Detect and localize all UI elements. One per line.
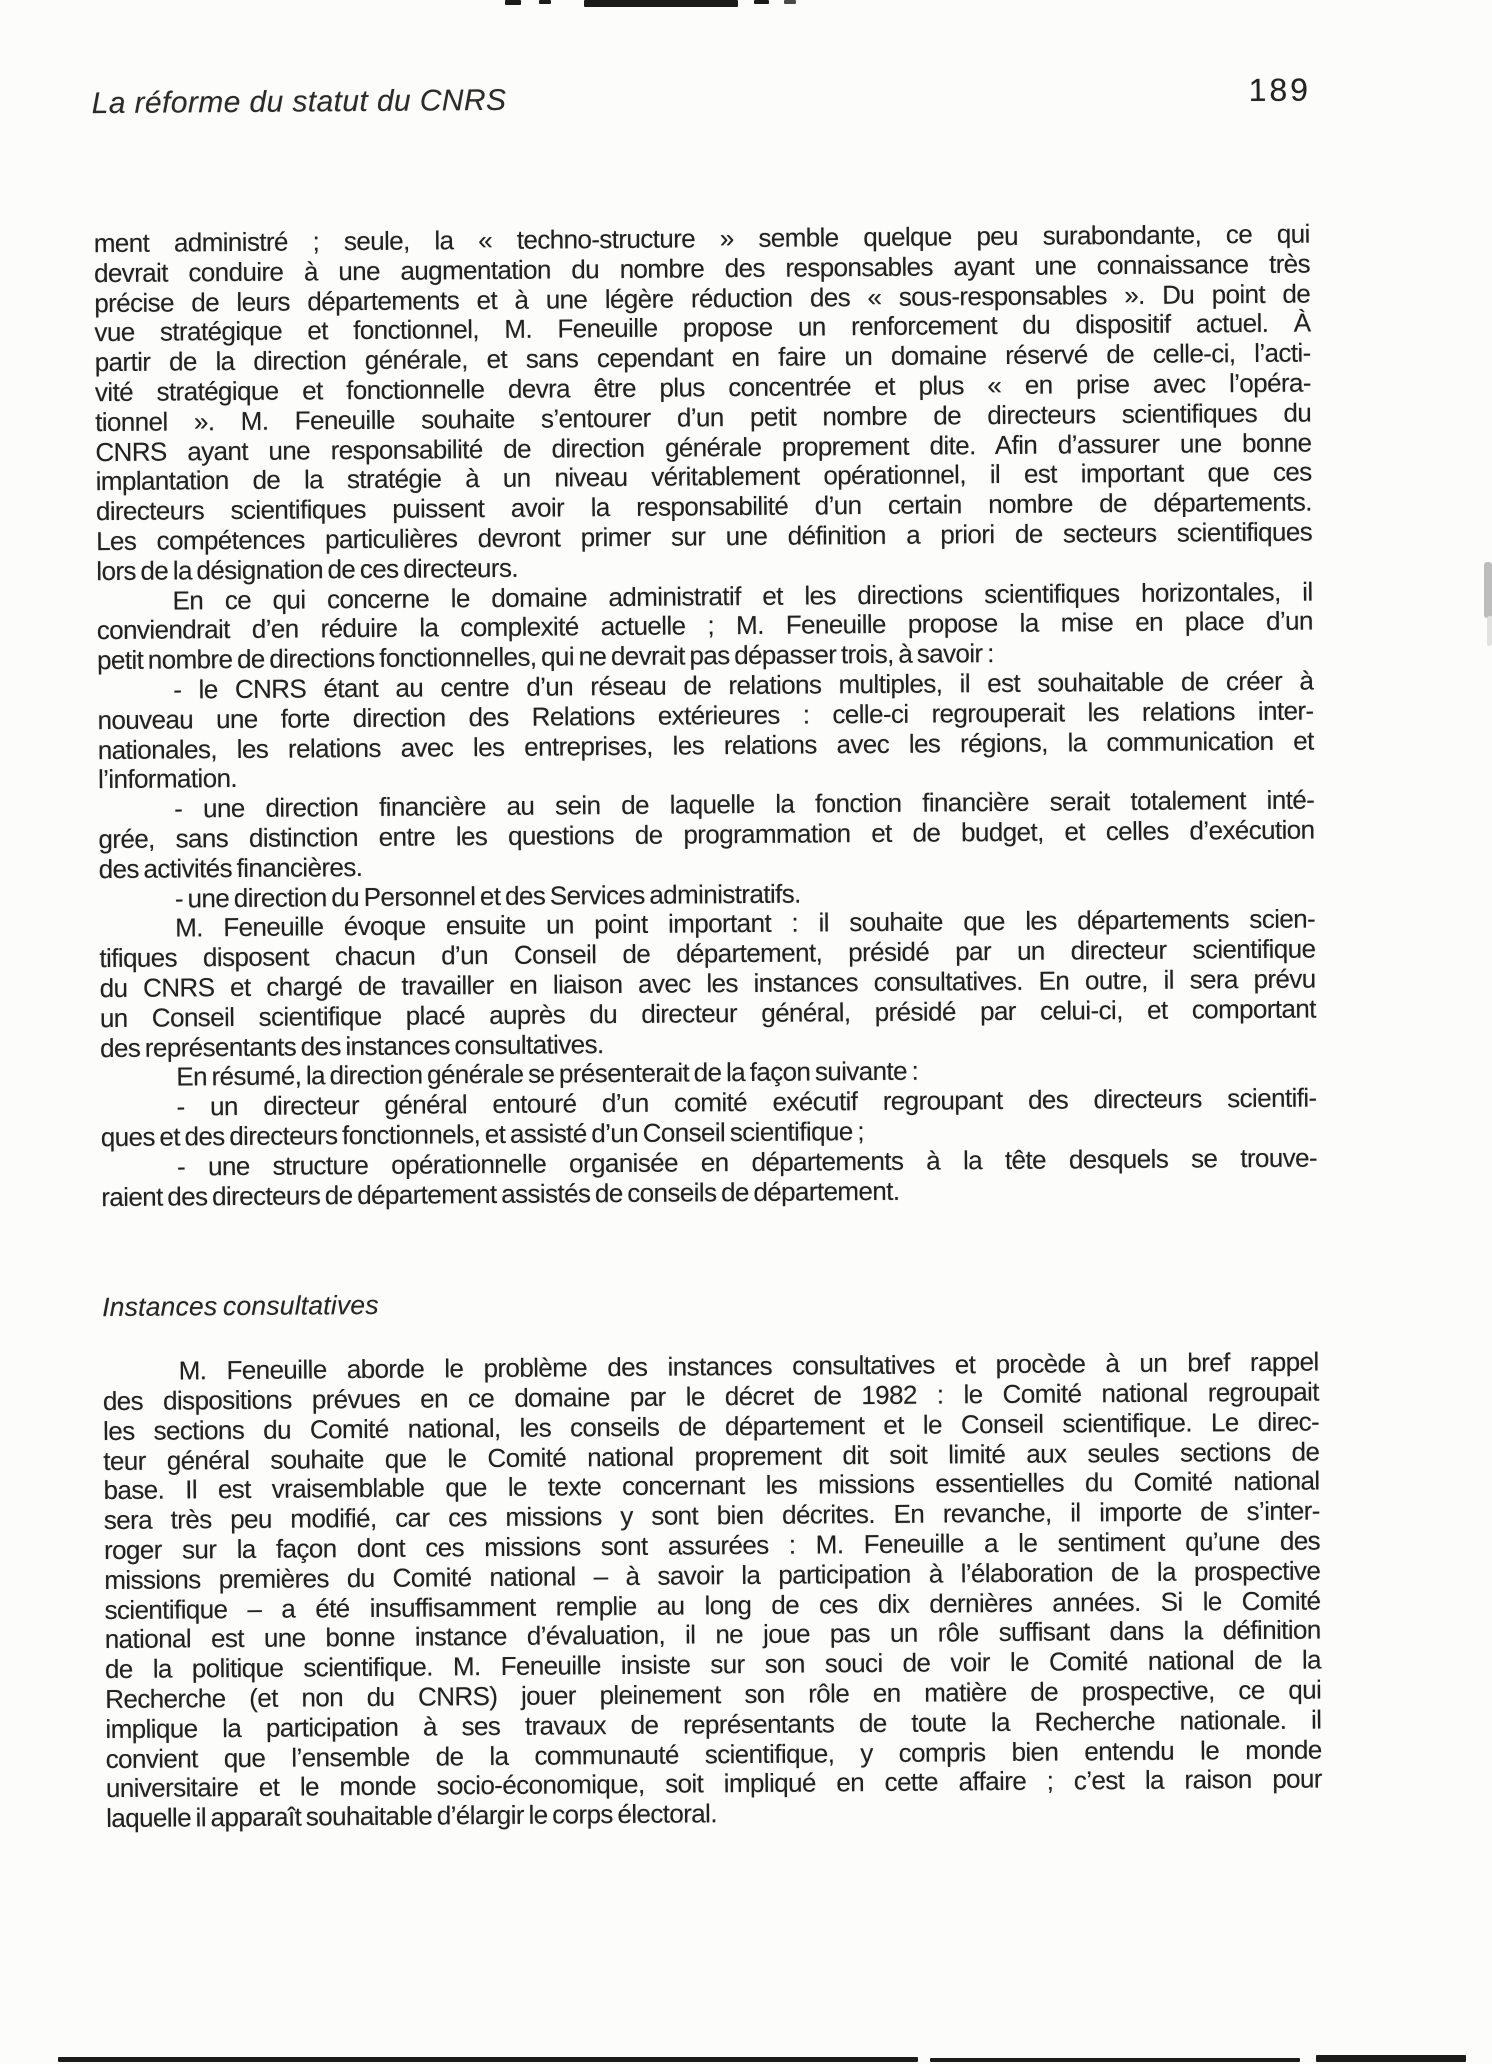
text-line: ques et des directeurs fonctionnels, et assisté d’un Conseil scientifique ;	[100, 1115, 865, 1152]
text-line: petit nombre de directions fonctionnelles, qui ne devrait pas dépasser trois, à savoir :	[96, 638, 994, 676]
text-line: teur général souhaite que le Comité national proprement dit soit limité aux seules sections de	[103, 1436, 1320, 1476]
text-line: En résumé, la direction générale se présenterait de la façon suivante :	[176, 1055, 919, 1092]
scan-artifact-top-edge	[784, 0, 796, 4]
text-line: conviendrait d’en réduire la complexité actuelle ; M. Feneuille propose la mise en place d’un	[96, 605, 1313, 646]
text-line: les sections du Comité national, les conseils de département et le Conseil scientifique. Le direc-	[102, 1406, 1320, 1446]
text-line: M. Feneuille aborde le problème des instances consultatives et procède à un bref rappel	[178, 1346, 1319, 1386]
text-line: précise de leurs départements et à une légère réduction des « sous-responsables ». Du point de	[94, 278, 1311, 318]
text-line: lors de la désignation de ces directeurs.	[96, 552, 519, 586]
running-header-title: La réforme du statut du CNRS	[91, 83, 507, 121]
text-line: missions premières du Comité national – à savoir la participation à l’élaboration de la prospective	[104, 1555, 1321, 1595]
scan-artifact-bottom-edge	[930, 2058, 1300, 2062]
scan-artifact-top-edge	[505, 0, 521, 5]
text-line: implantation de la stratégie à un niveau véritablement opérationnel, il est important que ces	[95, 456, 1312, 497]
scan-artifact-right-edge	[1487, 616, 1492, 646]
text-line: devrait conduire à une augmentation du nombre des responsables ayant une connaissance très	[93, 248, 1311, 288]
text-line: tifiques disposent chacun d’un Conseil de département, présidé par un directeur scientifique	[99, 933, 1316, 974]
scan-artifact-top-edge	[539, 0, 551, 4]
text-line: scientifique – a été insuffisamment remplie au long de ces dix dernières années. Si le Comité	[104, 1585, 1321, 1625]
text-line: roger sur la façon dont ces missions sont assurées : M. Feneuille a le sentiment qu’une des	[103, 1525, 1321, 1566]
text-line: convient que l’ensemble de la communauté scientifique, y compris bien entendu le monde	[105, 1734, 1322, 1774]
text-line: l’information.	[97, 763, 238, 795]
text-line: du CNRS et chargé de travailler en liaison avec les instances consultatives. En outre, il sera prévu	[99, 963, 1316, 1003]
text-line: - une structure opérationnelle organisée en départements à la tête desquels se trouve-	[176, 1142, 1318, 1182]
text-line: - une direction financière au sein de laquelle la fonction financière serait totalement inté-	[174, 784, 1315, 824]
text-line: de la politique scientifique. M. Feneuille insiste sur son souci de voir le Comité national de la	[104, 1644, 1322, 1685]
text-line: nationales, les relations avec les entreprises, les relations avec les régions, la communication et	[97, 725, 1314, 765]
text-line: un Conseil scientifique placé auprès du directeur général, présidé par celui-ci, et comportant	[99, 993, 1316, 1033]
scan-artifact-bottom-edge	[58, 2057, 918, 2062]
text-line: sera très peu modifié, car ces missions y sont bien décrites. En revanche, il importe de s’inter-	[103, 1495, 1320, 1536]
text-line: directeurs scientifiques puissent avoir la responsabilité d’un certain nombre de départements.	[95, 486, 1312, 527]
scan-artifact-bottom-edge	[1316, 2055, 1466, 2062]
scan-artifact-top-edge	[754, 0, 769, 4]
text-line: des représentants des instances consultatives.	[99, 1028, 604, 1063]
text-line: tionnel ». M. Feneuille souhaite s’entourer d’un petit nombre de directeurs scientifiques du	[95, 397, 1312, 437]
text-line: des dispositions prévues en ce domaine par le décret de 1982 : le Comité national regroupait	[102, 1376, 1319, 1417]
text-line: base. Il est vraisemblable que le texte concernant les missions essentielles du Comité national	[103, 1465, 1320, 1506]
scan-artifact-right-edge	[1484, 562, 1492, 618]
text-line: CNRS ayant une responsabilité de direction générale proprement dite. Afin d’assurer une bonne	[95, 427, 1312, 467]
text-line: national est une bonne instance d’évaluation, il ne joue pas un rôle suffisant dans la définition	[104, 1614, 1321, 1655]
text-line: M. Feneuille évoque ensuite un point important : il souhaite que les départements scien-	[175, 903, 1316, 943]
text-line: grée, sans distinction entre les questions de programmation et de budget, et celles d’exécution	[98, 814, 1315, 855]
text-line: vue stratégique et fonctionnel, M. Feneuille propose un renforcement du dispositif actuel. À	[94, 307, 1311, 348]
text-line: vité stratégique et fonctionnelle devra être plus concentrée et plus « en prise avec l’opéra-	[94, 367, 1312, 408]
text-line: raient des directeurs de département assistés de conseils de département.	[101, 1175, 900, 1212]
text-line: laquelle il apparaît souhaitable d’élargir le corps électoral.	[106, 1798, 718, 1834]
text-line: partir de la direction générale, et sans cependant en faire un domaine réservé de celle-ci, l’acti-	[94, 337, 1311, 378]
text-line: - un directeur général entouré d’un comité exécutif regroupant des directeurs scientifi-	[176, 1082, 1317, 1122]
scan-artifact-top-edge	[584, 0, 738, 7]
page-number: 189	[1248, 71, 1312, 109]
text-line: ment administré ; seule, la « techno-structure » semble quelque peu surabondante, ce qui	[93, 218, 1310, 259]
text-line: - le CNRS étant au centre d’un réseau de relations multiples, il est souhaitable de créer à	[173, 665, 1314, 705]
section-heading: Instances consultatives	[102, 1290, 379, 1323]
text-line: des activités financières.	[98, 851, 363, 884]
text-line: En ce qui concerne le domaine administratif et les directions scientifiques horizontales, il	[172, 576, 1313, 616]
text-line: Les compétences particulières devront primer sur une définition a priori de secteurs scientifiques	[96, 516, 1313, 557]
text-line: nouveau une forte direction des Relations extérieures : celle-ci regrouperait les relations inter-	[97, 695, 1314, 735]
body-text	[94, 220, 1323, 1835]
text-line: - une direction du Personnel et des Services administratifs.	[174, 878, 801, 914]
text-line: universitaire et le monde socio-économique, soit impliqué en cette affaire ; c’est la raison pour	[105, 1763, 1323, 1804]
text-line: Recherche (et non du CNRS) jouer pleinement son rôle en matière de prospective, ce qui	[105, 1674, 1322, 1715]
text-line: implique la participation à ses travaux de représentants de toute la Recherche nationale. il	[105, 1704, 1322, 1744]
